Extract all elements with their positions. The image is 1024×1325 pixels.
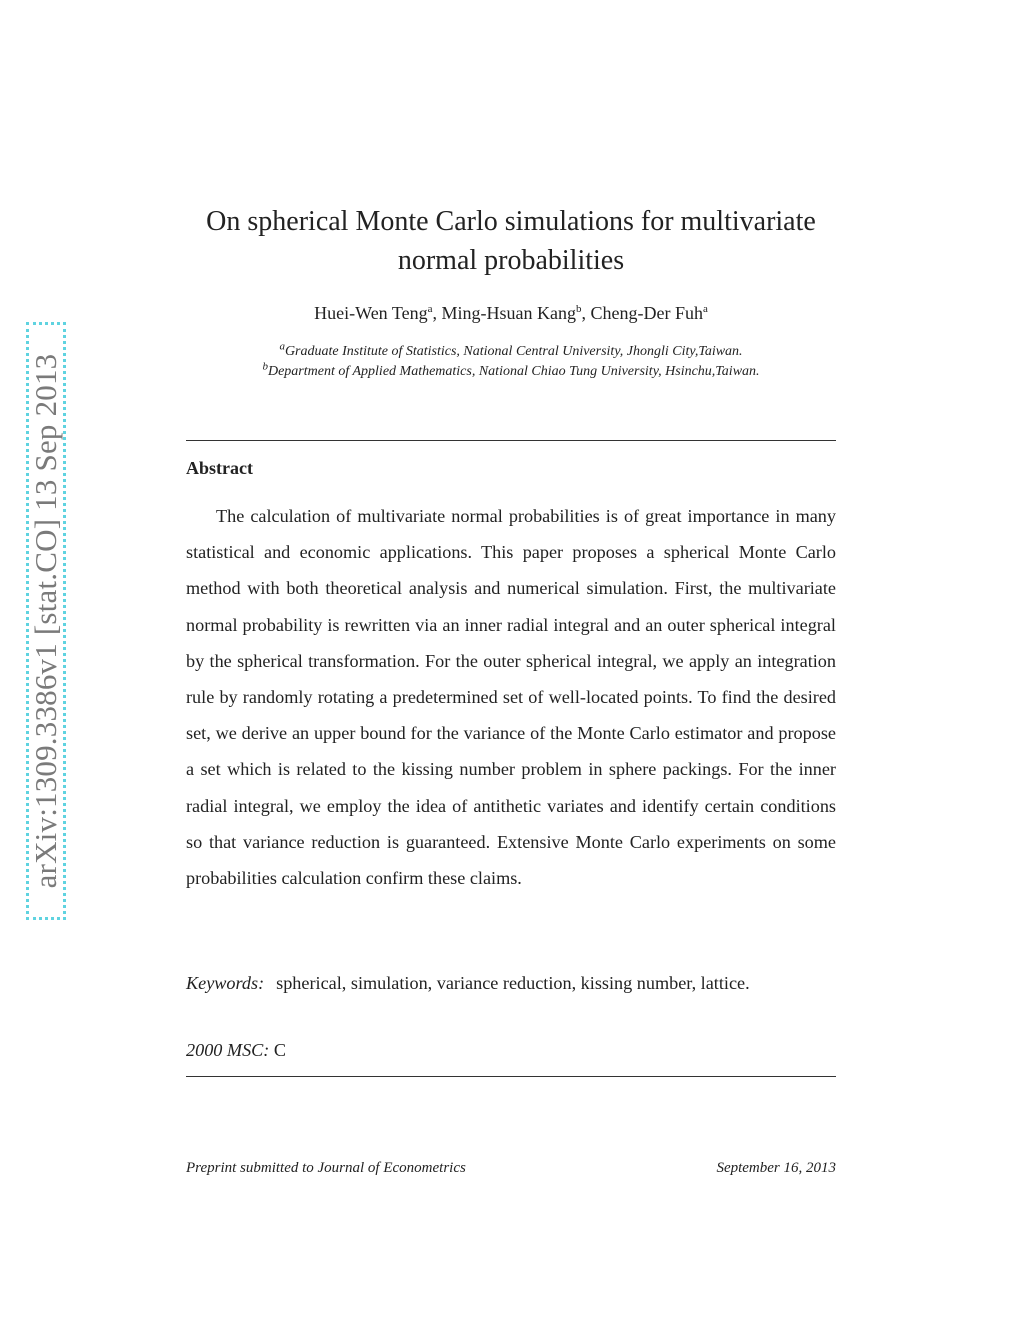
author-affiliation-mark: b xyxy=(575,303,582,315)
author-name: Cheng-Der Fuh xyxy=(590,303,703,323)
affiliation-mark: b xyxy=(262,360,268,373)
top-divider xyxy=(186,440,836,441)
affiliation-a xyxy=(186,340,836,360)
arxiv-identifier[interactable]: arXiv:1309.3386v1 [stat.CO] 13 Sep 2013 xyxy=(28,353,63,889)
author-name: Ming-Hsuan Kang xyxy=(441,303,576,323)
msc-classification xyxy=(186,1040,286,1061)
paper-title: On spherical Monte Carlo simulations for multivariate normal probabilities xyxy=(206,206,816,276)
abstract-body: The calculation of multivariate normal probabilities is of great importance in many statistical and economic applications. This paper proposes a spherical Monte Carlo method with both theoretical analysis and numerical simulation. First, the multivariate normal probability is rewritten via an inner radial integral and an outer spherical integral by the spherical transformation. For the outer spherical integral, we apply an integration rule by randomly rotating a predetermined set of well-located points. To find the desired set, we derive an upper bound for the variance of the Monte Carlo estimator and propose a set which is related to the kissing number problem in sphere packings. For the inner radial integral, we employ the idea of antithetic variates and identify certain conditions so that variance reduction is guaranteed. Extensive Monte Carlo experiments on some probabilities calculation confirm these claims. xyxy=(186,506,836,889)
author-name: Huei-Wen Teng xyxy=(314,303,428,323)
keywords xyxy=(186,965,836,1001)
author-affiliation-mark: a xyxy=(427,303,433,315)
msc-value: C xyxy=(273,1040,287,1060)
affiliation-b xyxy=(186,360,836,380)
affiliation-mark: a xyxy=(279,340,285,353)
bottom-divider xyxy=(186,1076,836,1077)
author-affiliation-mark: a xyxy=(702,303,708,315)
arxiv-stamp-box xyxy=(26,322,66,920)
msc-label: 2000 MSC: xyxy=(186,1040,270,1060)
abstract-heading: Abstract xyxy=(186,458,253,478)
author-list: Huei-Wen Teng$^a$, Ming-Hsuan Kang$^b$, Cheng-Der Fuh$^a$ xyxy=(314,303,708,323)
keywords-text: spherical, simulation, variance reduction, kissing number, lattice. xyxy=(276,973,750,993)
preprint-date: September 16, 2013 xyxy=(716,1160,836,1176)
preprint-note: Preprint submitted to Journal of Econometrics xyxy=(186,1160,466,1176)
keywords-label: Keywords: xyxy=(186,973,265,993)
affiliation-text: Graduate Institute of Statistics, National Central University, Jhongli City,Taiwan. xyxy=(284,344,743,359)
affiliation-text: Department of Applied Mathematics, National Chiao Tung University, Hsinchu,Taiwan. xyxy=(267,364,760,379)
